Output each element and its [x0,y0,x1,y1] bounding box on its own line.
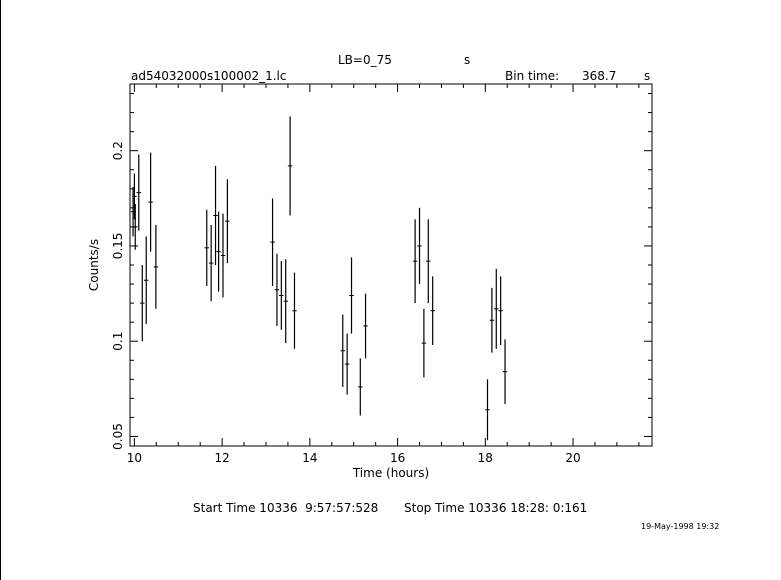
filter-label: LB=0_75 [338,53,392,67]
x-tick-label: 16 [389,451,406,465]
filter-unit: s [464,53,471,67]
data-point [148,153,152,252]
x-tick-label: 20 [565,451,581,465]
y-tick-label: 0.1 [111,331,125,351]
data-point [225,179,229,263]
filename-label: ad54032000s100002_1.lc [131,69,287,83]
y-tick-label: 0.15 [111,232,125,260]
data-point [422,309,426,378]
data-point [490,288,494,353]
data-point [503,339,507,404]
bin-time-unit: s [644,69,651,83]
x-tick-label: 12 [214,451,230,465]
stop-time-label: Stop Time 10336 18:28: 0:161 [404,501,588,515]
data-point [133,204,137,250]
y-tick-label: 0.05 [111,423,125,450]
data-point [205,210,209,286]
data-point [288,116,292,215]
y-tick-label: 0.2 [111,141,125,161]
data-point [209,225,213,301]
data-point [221,214,225,298]
timestamp-label: 19-May-1998 19:32 [641,522,720,531]
bin-time-value: 368.7 [582,69,617,83]
data-point [279,261,283,330]
data-point [494,269,498,349]
y-axis-label: Counts/s [87,238,101,292]
data-point [137,154,141,230]
plot-frame [130,84,652,446]
data-point [341,315,345,387]
x-axis-label: Time (hours) [352,466,430,480]
start-time-label: Start Time 10336 9:57:57:528 [193,501,379,515]
data-point [275,254,279,326]
data-point [485,379,489,440]
data-point [283,259,287,343]
bin-time-label: Bin time: [505,69,560,83]
data-point [498,276,502,345]
data-point [144,236,148,324]
x-tick-label: 14 [302,451,318,465]
data-point [345,334,349,395]
data-point [413,219,417,303]
data-point [140,265,144,341]
data-point [349,257,353,333]
x-tick-label: 18 [477,451,493,465]
data-point [154,225,158,309]
data-point [213,166,217,265]
data-point [292,273,296,349]
data-point [216,212,220,292]
data-point [426,219,430,303]
data-point [363,294,367,359]
data-point [358,358,362,415]
data-point [430,276,434,345]
data-point [417,208,421,284]
data-point [270,198,274,286]
x-tick-label: 10 [126,451,143,465]
